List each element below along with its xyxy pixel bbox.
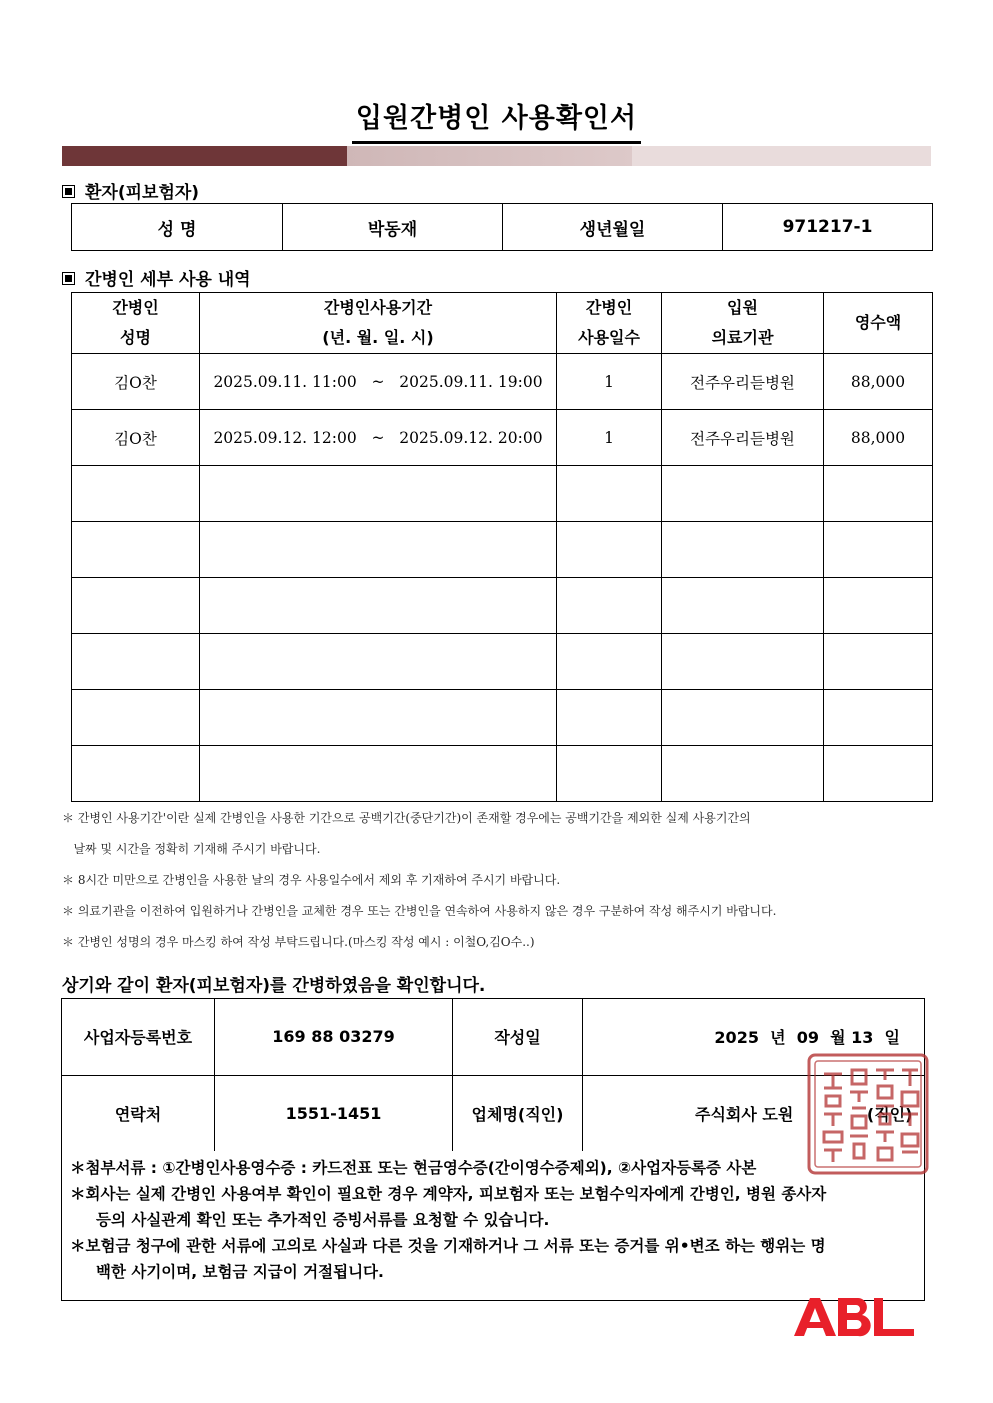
empty-table-row — [72, 578, 933, 634]
confirmation-statement: 상기와 같이 환자(피보험자)를 간병하였음을 확인합니다. — [62, 976, 486, 996]
detail-section-heading: 간병인 세부 사용 내역 — [62, 265, 251, 290]
company-seal-stamp-icon — [806, 1052, 930, 1176]
note-line: ＊ 간병인 사용기간'이란 실제 간병인을 사용한 기간으로 공백기간(중단기간)이 존재할 경우에는 공백기간을 제외한 실제 사용기간의 — [62, 811, 751, 825]
empty-table-row — [72, 690, 933, 746]
attachment-notes — [70, 1155, 826, 1285]
contact-label: 연락처 — [62, 1075, 215, 1151]
patient-table — [71, 203, 933, 251]
patient-section-heading: 환자(피보험자) — [62, 178, 199, 203]
hospital-cell: 전주우리듣병원 — [662, 354, 824, 410]
period-cell: 2025.09.11. 11:00 ~ 2025.09.11. 19:00 — [200, 354, 557, 410]
reg-number-label: 사업자등록번호 — [62, 999, 215, 1075]
header-bar-dark — [62, 146, 347, 166]
amount-cell: 88,000 — [824, 354, 933, 410]
note-line: ＊ 의료기관을 이전하여 입원하거나 간병인을 교체한 경우 또는 간병인을 연속하여 사용하지 않은 경우 구분하여 작성 해주시기 바랍니다. — [62, 904, 777, 918]
attachment-line: 등의 사실관계 확인 또는 추가적인 증빙서류를 요청할 수 있습니다. — [96, 1211, 550, 1229]
patient-name: 박동재 — [283, 204, 503, 251]
empty-table-row — [72, 466, 933, 522]
note-line: 날짜 및 시간을 정확히 기재해 주시기 바랍니다. — [62, 842, 321, 856]
header-hospital: 입원 의료기관 — [662, 293, 824, 354]
header-days: 간병인 사용일수 — [557, 293, 662, 354]
header-amount: 영수액 — [824, 293, 933, 354]
days-cell: 1 — [557, 410, 662, 466]
name-label: 성 명 — [72, 204, 283, 251]
amount-cell: 88,000 — [824, 410, 933, 466]
table-row — [72, 410, 933, 466]
header-bar-mid — [347, 146, 632, 166]
date-label: 작성일 — [453, 999, 583, 1075]
business-table — [62, 999, 924, 1151]
caregiver-detail-table — [71, 292, 933, 802]
instruction-notes — [62, 808, 776, 963]
checkbox-square-icon — [62, 185, 75, 198]
date-value: 2025 년 09 월 13 일 — [583, 999, 925, 1075]
attachment-line: ＊회사는 실제 간병인 사용여부 확인이 필요한 경우 계약자, 피보험자 또는 보험수익자에게 간병인, 병원 종사자 — [70, 1185, 827, 1203]
period-cell: 2025.09.12. 12:00 ~ 2025.09.12. 20:00 — [200, 410, 557, 466]
attachment-line: ＊보험금 청구에 관한 서류에 고의로 사실과 다른 것을 기재하거나 그 서류 또는 증거를 위•변조 하는 행위는 명 — [70, 1237, 826, 1255]
table-header-row — [72, 293, 933, 354]
empty-table-row — [72, 634, 933, 690]
header-period: 간병인사용기간 (년. 월. 일. 시) — [200, 293, 557, 354]
company-name: 주식회사 도원 — [695, 1104, 794, 1124]
hospital-cell: 전주우리듣병원 — [662, 410, 824, 466]
checkbox-square-icon — [62, 272, 75, 285]
table-row — [72, 354, 933, 410]
header-bar-light — [632, 146, 931, 166]
company-label: 업체명(직인) — [453, 1075, 583, 1151]
reg-number-value: 169 88 03279 — [215, 999, 453, 1075]
patient-dob: 971217-1 — [723, 204, 933, 251]
caregiver-name: 김O찬 — [72, 410, 200, 466]
contact-value: 1551-1451 — [215, 1075, 453, 1151]
days-cell: 1 — [557, 354, 662, 410]
note-line: ＊ 8시간 미만으로 간병인을 사용한 날의 경우 사용일수에서 제외 후 기재하여 주시기 바랍니다. — [62, 873, 561, 887]
dob-label: 생년월일 — [503, 204, 723, 251]
attachment-line: ＊첨부서류 : ①간병인사용영수증 : 카드전표 또는 현금영수증(간이영수증제외), ②사업자등록증 사본 — [70, 1159, 757, 1177]
document-title: 입원간병인 사용확인서 — [0, 96, 993, 144]
note-line: ＊ 간병인 성명의 경우 마스킹 하여 작성 부탁드립니다.(마스킹 작성 예시 : 이철O,김O수..) — [62, 935, 535, 949]
empty-table-row — [72, 746, 933, 802]
abl-logo — [794, 1296, 918, 1340]
seal-placeholder: (직인) — [866, 1104, 913, 1124]
header-caregiver: 간병인 성명 — [72, 293, 200, 354]
empty-table-row — [72, 522, 933, 578]
caregiver-name: 김O찬 — [72, 354, 200, 410]
business-info-box — [61, 998, 925, 1301]
attachment-line: 백한 사기이며, 보험금 지급이 거절됩니다. — [96, 1263, 384, 1281]
